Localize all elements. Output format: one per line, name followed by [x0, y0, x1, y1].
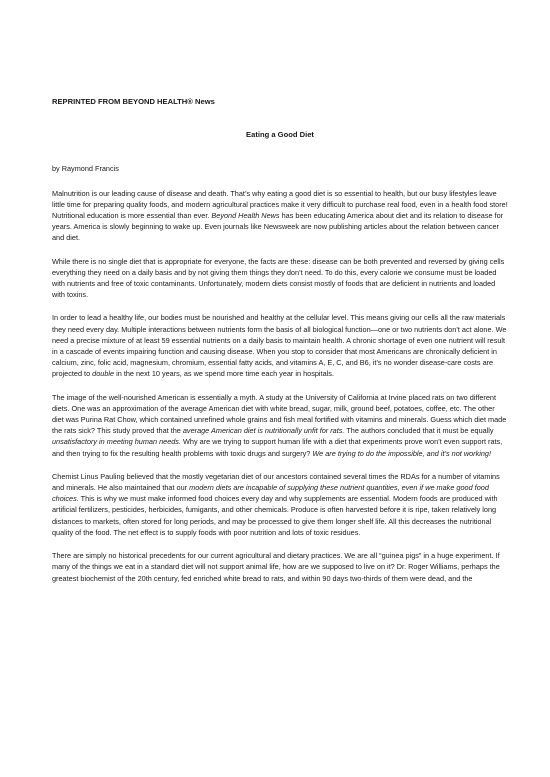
emphasis-impossible: We are trying to do the impossible, and it’s not working!	[312, 448, 492, 458]
emphasis-double: double	[92, 369, 115, 379]
author-byline: by Raymond Francis	[52, 164, 119, 174]
paragraph-4: The image of the well-nourished American is essentially a myth. A study at the University of California at Irvine placed rats on two different diets. One was an approximation of the average American diet with white bread, sugar, milk, ground beef, potatoes, coffee, etc. The other diet was Purina Rat Chow, which contained unrefined whole grains and fish meal fortified with vitamins and minerals. Guess which diet made the rats sick? This study proved that the average American diet is nutritionally unfit for rats. The authors concluded that it must be equally unsatisfactory in meeting human needs. Why are we trying to support human life with a diet that experiments prove won’t even support rats, and then trying to fix the resulting health problems with toxic drugs and surgery? We are trying to do the impossible, and it’s not working!	[52, 392, 507, 458]
publication-name: Beyond Health News	[211, 211, 280, 221]
article-title: Eating a Good Diet	[246, 130, 314, 140]
paragraph-5: Chemist Linus Pauling believed that the mostly vegetarian diet of our ancestors contained several times the RDAs for a number of vitamins and minerals. He also maintained that our modern diets are incapable of supplying these nutrient quantities, even if we make good food choices. This is why we must make informed food choices every day and why supplements are essential. Modern foods are produced with artificial fertilizers, pesticides, herbicides, fumigants, and other chemicals. Produce is often harvested before it is ripe, taken relatively long distances to markets, often stored for long periods, and may be processed to give them longer shelf life. All this decreases the nutritional quality of the food. The net effect is to supply foods with poor nutrition and lots of toxic residues.	[52, 471, 500, 537]
emphasis-unfit: average American diet is nutritionally unfit for rats.	[182, 426, 345, 436]
paragraph-1: Malnutrition is our leading cause of disease and death. That’s why eating a good diet is so essential to health, but our busy lifestyles leave little time for preparing quality foods, and modern agricultural practices make it very difficult to purchase real food, even in a health food store! Nutritional education is more essential than ever. Beyond Health News has been educating America about diet and its relation to disease for years. America is slowly beginning to wake up. Even journals like Newsweek are now publishing articles about the relation between cancer and diet.	[52, 188, 508, 243]
article-page	[52, 96, 508, 584]
paragraph-6: There are simply no historical precedents for our current agricultural and dietary practices. We are all “guinea pigs” in a huge experiment. If many of the things we eat in a standard diet will not support animal life, how are we supposed to live on it? Dr. Roger Williams, perhaps the greatest biochemist of the 20th century, fed enriched white bread to rats, and within 90 days two-thirds of them were dead, and the	[52, 551, 500, 583]
paragraph-3: In order to lead a healthy life, our bodies must be nourished and healthy at the cellular level. This means giving our cells all the raw materials they need every day. Multiple interactions between nutrients form the basis of all biological function—one or two nutrients don’t act alone. We need a precise mixture of at least 59 essential nutrients on a daily basis to maintain health. A chronic shortage of even one nutrient will result in a cascade of events impairing function and causing disease. When you stop to consider that most Americans are chronically deficient in calcium, zinc, folic acid, magnesium, chromium, essential fatty acids, and vitamins A, E, C, and B6, it’s no wonder disease-care costs are projected to double in the next 10 years, as we spend more time each year in hospitals.	[52, 313, 507, 379]
emphasis-unsatisfactory: unsatisfactory in meeting human needs.	[52, 437, 181, 447]
paragraph-2: While there is no single diet that is appropriate for everyone, the facts are these: disease can be both prevented and reversed by giving cells everything they need on a daily basis and by not giving them things they don’t need. To do this, every calorie we consume must be loaded with nutrients and free of toxic contaminants. Unfortunately, modern diets consist mostly of foods that are deficient in nutrients and loaded with toxins.	[52, 256, 505, 300]
reprint-header: REPRINTED FROM BEYOND HEALTH® News	[52, 97, 215, 106]
emphasis-modern-diets: modern diets are incapable of supplying these nutrient quantities, even if we make good food choices.	[52, 483, 489, 504]
